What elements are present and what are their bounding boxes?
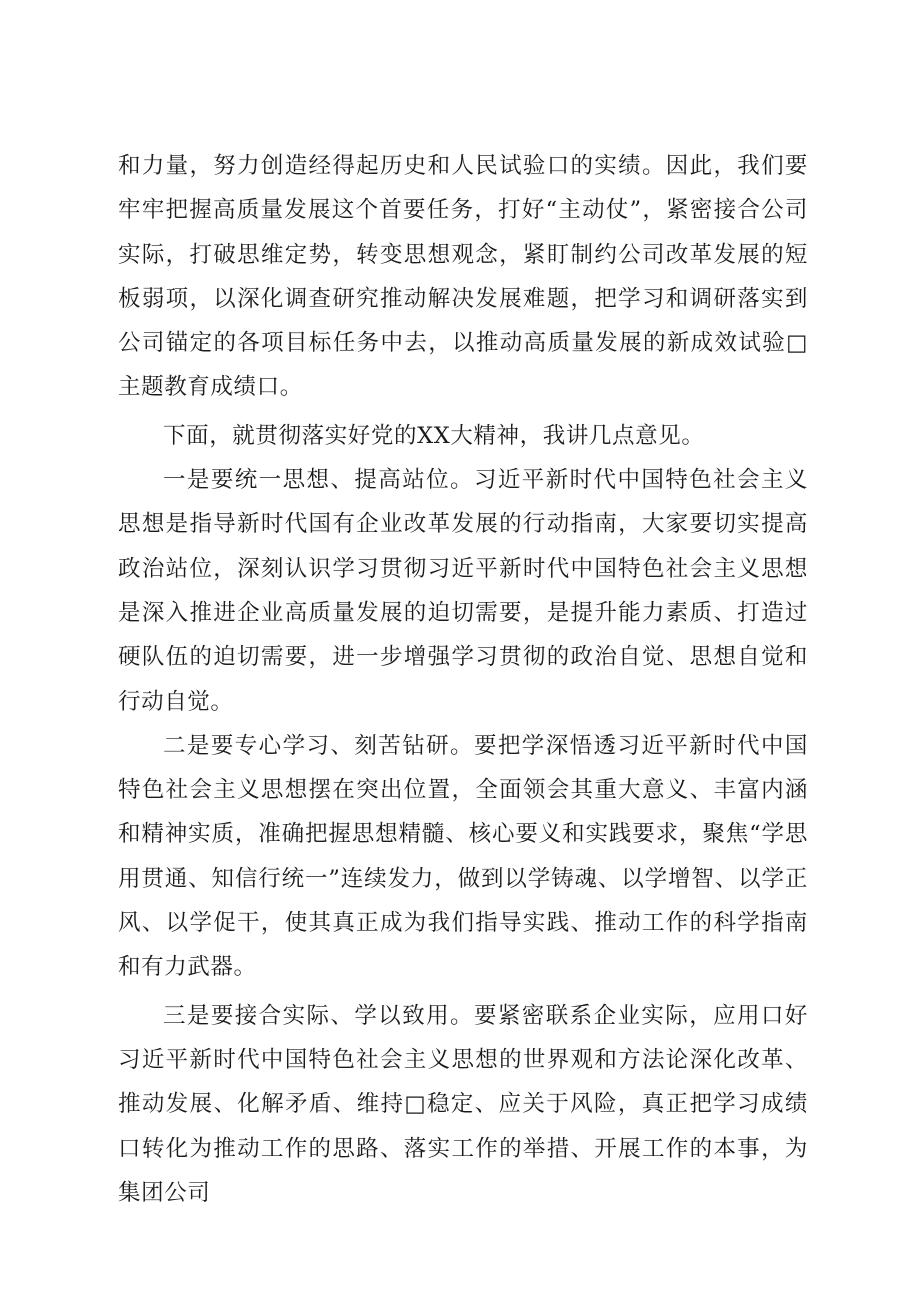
document-body <box>118 144 808 1215</box>
paragraph-point-two: 二是要专心学习、刻苦钻研。要把学深悟透习近平新时代中国特色社会主义思想摆在突出位置，全面领会其重大意义、丰富内涵和精神实质，准确把握思想精髓、核心要义和实践要求，聚焦“学思用贯通、知信行统一”连续发力，做到以学铸魂、以学增智、以学正风、以学促干，使其真正成为我们指导实践、推动工作的科学指南和有力武器。 <box>118 732 808 981</box>
paragraph-continuation: 和力量，努力创造经得起历史和人民试验口的实绩。因此，我们要牢牢把握高质量发展这个首要任务，打好“主动仗”，紧密接合公司实际，打破思维定势，转变思想观念，紧盯制约公司改革发展的短板弱项，以深化调查研究推动解决发展难题，把学习和调研落实到公司锚定的各项目标任务中去，以推动高质量发展的新成效试验□主题教育成绩口。 <box>118 153 808 401</box>
paragraph-intro: 下面，就贯彻落实好党的XX大精神，我讲几点意见。 <box>163 422 705 449</box>
paragraph-point-three: 三是要接合实际、学以致用。要紧密联系企业实际，应用口好习近平新时代中国特色社会主义思想的世界观和方法论深化改革、推动发展、化解矛盾、维持□稳定、应关于风险，真正把学习成绩口转化为推动工作的思路、落实工作的举措、开展工作的本事，为集团公司 <box>118 1002 808 1206</box>
paragraph-point-one: 一是要统一思想、提高站位。习近平新时代中国特色社会主义思想是指导新时代国有企业改革发展的行动指南，大家要切实提高政治站位，深刻认识学习贯彻习近平新时代中国特色社会主义思想是深入推进企业高质量发展的迫切需要，是提升能力素质、打造过硬队伍的迫切需要，进一步增强学习贯彻的政治自觉、思想自觉和行动自觉。 <box>118 467 808 715</box>
